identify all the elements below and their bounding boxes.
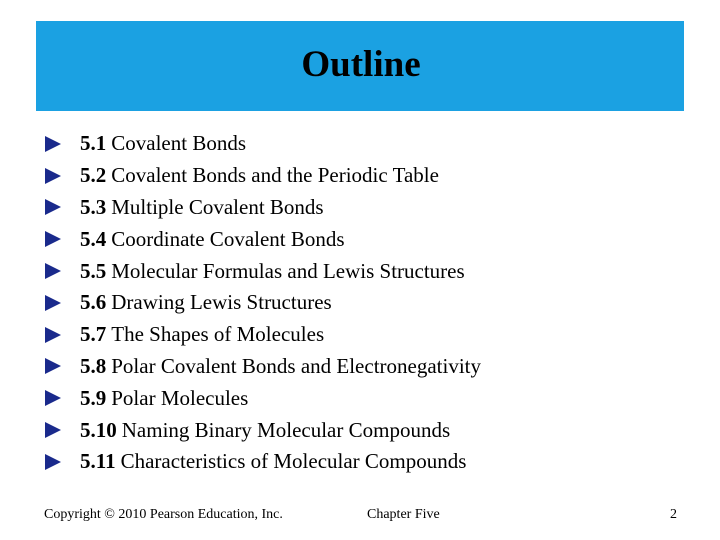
outline-item: [45, 414, 675, 446]
item-text: Molecular Formulas and Lewis Structures: [111, 258, 465, 283]
item-number: 5.2: [80, 163, 107, 188]
outline-item: [45, 160, 675, 192]
footer-page-number: 2: [670, 507, 677, 522]
item-number: 5.8: [80, 353, 107, 378]
item-number: 5.4: [80, 226, 107, 251]
triangle-right-icon: [45, 231, 61, 247]
item-text: Polar Molecules: [111, 385, 249, 410]
item-text: Coordinate Covalent Bonds: [111, 226, 345, 251]
item-number: 5.5: [80, 258, 107, 283]
triangle-right-icon: [45, 327, 61, 343]
item-number: 5.9: [80, 385, 107, 410]
outline-item: [45, 382, 675, 414]
item-number: 5.10: [80, 417, 117, 442]
outline-item: [45, 223, 675, 255]
title-banner: [36, 21, 684, 111]
triangle-right-icon: [45, 390, 61, 406]
item-number: 5.7: [80, 322, 107, 347]
outline-item: [45, 128, 675, 160]
outline-item: [45, 192, 675, 224]
outline-item: [45, 319, 675, 351]
footer-copyright: Copyright © 2010 Pearson Education, Inc.: [44, 507, 283, 522]
item-number: 5.3: [80, 194, 107, 219]
triangle-right-icon: [45, 454, 61, 470]
item-number: 5.1: [80, 131, 107, 156]
item-text: Covalent Bonds: [111, 131, 246, 156]
item-text: Covalent Bonds and the Periodic Table: [111, 163, 439, 188]
outline-item: [45, 351, 675, 383]
triangle-right-icon: [45, 358, 61, 374]
triangle-right-icon: [45, 168, 61, 184]
item-text: The Shapes of Molecules: [111, 322, 325, 347]
outline-item: [45, 287, 675, 319]
footer-chapter: Chapter Five: [367, 507, 440, 522]
triangle-right-icon: [45, 295, 61, 311]
triangle-right-icon: [45, 263, 61, 279]
item-text: Polar Covalent Bonds and Electronegativity: [111, 353, 482, 378]
item-number: 5.6: [80, 290, 107, 315]
outline-list: [45, 128, 675, 478]
slide-title: Outline: [301, 43, 421, 85]
item-number: 5.11: [80, 449, 116, 474]
outline-item: [45, 255, 675, 287]
triangle-right-icon: [45, 136, 61, 152]
item-text: Multiple Covalent Bonds: [111, 194, 324, 219]
triangle-right-icon: [45, 199, 61, 215]
item-text: Drawing Lewis Structures: [111, 290, 332, 315]
outline-item: [45, 446, 675, 478]
triangle-right-icon: [45, 422, 61, 438]
item-text: Characteristics of Molecular Compounds: [120, 449, 467, 474]
item-text: Naming Binary Molecular Compounds: [121, 417, 451, 442]
